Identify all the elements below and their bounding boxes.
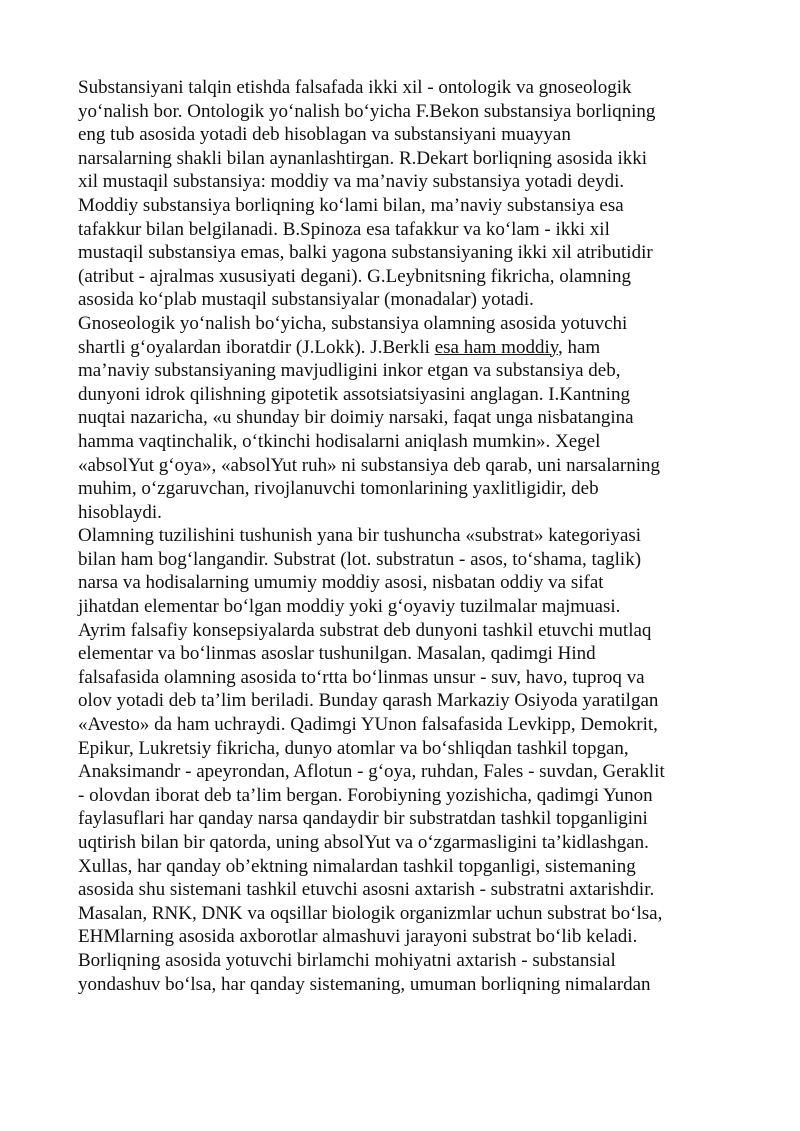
text-segment: , ham [557,336,601,358]
text-line: asosida shu sistemani tashkil etuvchi asosni axtarish - substratni axtarishdir. [78,879,655,901]
text-line: Masalan, RNK, DNK va oqsillar biologik organizmlar uchun substrat bo‘lsa, [78,902,663,924]
text-line: «Avesto» da ham uchraydi. Qadimgi YUnon falsafasida Levkipp, Demokrit, [78,714,658,736]
text-line: Borliqning asosida yotuvchi birlamchi mohiyatni axtarish - substansial [78,949,616,971]
text-line: olov yotadi deb ta’lim beriladi. Bunday qarash Markaziy Osiyoda yaratilgan [78,690,659,712]
text-line: eng tub asosida yotadi deb hisoblagan va substansiyani muayyan [78,124,571,146]
text-line: Olamning tuzilishini tushunish yana bir tushuncha «substrat» kategoriyasi [78,525,642,547]
text-line: asosida ko‘plab mustaqil substansiyalar (monadalar) yotadi. [78,289,534,311]
text-segment: shartli g‘oyalardan iboratdir (J.Lokk). J.Berkli [78,336,435,358]
text-line: nuqtai nazaricha, «u shunday bir doimiy narsaki, faqat unga nisbatangina [78,407,634,429]
text-line: yondashuv bo‘lsa, har qanday sistemaning, umuman borliqning nimalardan [78,973,651,995]
text-line: EHMlarning asosida axborotlar almashuvi jarayoni substrat bo‘lib keladi. [78,926,638,948]
text-line: Epikur, Lukretsiy fikricha, dunyo atomlar va bo‘shliqdan tashkil topgan, [78,737,629,759]
text-line: mustaqil substansiya emas, balki yagona substansiyaning ikki xil atributidir [78,242,653,264]
text-line: Anaksimandr - apeyrondan, Aflotun - g‘oya, ruhdan, Fales - suvdan, Geraklit [78,761,665,783]
underlined-text: esa ham moddiy [434,336,558,358]
text-line: Moddiy substansiya borliqning ko‘lami bilan, ma’naviy substansiya esa [78,194,624,216]
text-line: faylasuflari har qanday narsa qandaydir bir substratdan tashkil topganligini [78,808,648,830]
text-line: (atribut - ajralmas xususiyati degani). G.Leybnitsning fikricha, olamning [78,265,631,287]
text-line: - olovdan iborat deb ta’lim bergan. Forobiyning yozishicha, qadimgi Yunon [78,784,653,806]
text-line: narsa va hodisalarning umumiy moddiy asosi, nisbatan oddiy va sifat [78,572,604,594]
text-line: dunyoni idrok qilishning gipotetik assotsiatsiyasini anglagan. I.Kantning [78,383,631,405]
text-line: uqtirish bilan bir qatorda, uning absolYut va o‘zgarmasligini ta’kidlashgan. [78,832,649,853]
text-line: elementar va bo‘linmas asoslar tushunilgan. Masalan, qadimgi Hind [78,643,596,665]
text-line: xil mustaqil substansiya: moddiy va ma’naviy substansiya yotadi deydi. [78,171,625,193]
text-line: tafakkur bilan belgilanadi. B.Spinoza esa tafakkur va ko‘lam - ikki xil [78,218,610,240]
text-line: jihatdan elementar bo‘lgan moddiy yoki g‘oyaviy tuzilmalar majmuasi. [78,596,621,618]
text-line: hisoblaydi. [78,501,162,523]
text-line: yo‘nalish bor. Ontologik yo‘nalish bo‘yicha F.Bekon substansiya borliqning [78,100,656,122]
text-line: Ayrim falsafiy konsepsiyalarda substrat deb dunyoni tashkil etuvchi mutlaq [78,619,652,641]
text-line: Gnoseologik yo‘nalish bo‘yicha, substansiya olamning asosida yotuvchi [78,312,628,334]
document-body [78,76,748,996]
text-line: «absolYut g‘oya», «absolYut ruh» ni substansiya deb qarab, uni narsalarning [78,454,661,476]
text-line: Substansiyani talqin etishda falsafada ikki xil - ontologik va gnoseologik [78,77,632,98]
text-line: muhim, o‘zgaruvchan, rivojlanuvchi tomonlarining yaxlitligidir, deb [78,478,599,500]
text-line: bilan ham bog‘langandir. Substrat (lot. substratun - asos, to‘shama, taglik) [78,548,642,570]
text-line: hamma vaqtinchalik, o‘tkinchi hodisalarni aniqlash mumkin». Xegel [78,430,601,452]
text-line: ma’naviy substansiyaning mavjudligini inkor etgan va substansiya deb, [78,360,621,382]
text-line: falsafasida olamning asosida to‘rtta bo‘linmas unsur - suv, havo, tuproq va [78,666,645,688]
text-line-with-underline [78,336,748,360]
text-line: narsalarning shakli bilan aynanlashtirgan. R.Dekart borliqning asosida ikki [78,147,647,169]
text-line: Xullas, har qanday ob’ektning nimalardan tashkil topganligi, sistemaning [78,855,636,877]
